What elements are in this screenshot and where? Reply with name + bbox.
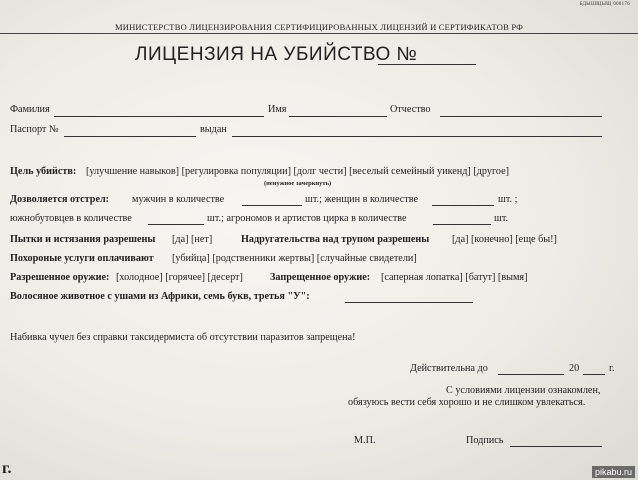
allowed-weapons-options[interactable]: [холодное] [горячее] [десерт] [116, 272, 243, 283]
valid-year-field[interactable] [583, 374, 605, 375]
patronymic-label: Отчество [390, 104, 431, 115]
goal-options[interactable]: [улучшение навыков] [регулировка популяции] [долг чести] [веселый семейный уикенд] [другое] [86, 166, 510, 177]
issued-label: выдан [200, 124, 227, 135]
agreement-line-2: обязуюсь вести себя хорошо и не слишком увлекаться. [348, 397, 586, 408]
taxidermy-notice: Набивка чучел без справки таксидермиста об отсутствии паразитов запрещена! [10, 332, 356, 343]
passport-label: Паспорт № [10, 124, 59, 135]
valid-year-suffix: г. [609, 363, 615, 374]
torture-label: Пытки и истязания разрешены [10, 234, 156, 245]
license-title: ЛИЦЕНЗИЯ НА УБИЙСТВО № [135, 44, 418, 65]
funeral-options[interactable]: [убийца] [родственники жертвы] [случайные свидетели] [172, 253, 417, 264]
ministry-heading: МИНИСТЕРСТВО ЛИЦЕНЗИРОВАНИЯ СЕРТИФИЦИРОВАННЫХ ЛИЦЕНЗИЙ И СЕРТИФИКАТОВ РФ [114, 22, 524, 32]
agronomists-count-label: шт.; агрономов и артистов цирка в количестве [207, 213, 407, 224]
corpse-abuse-label: Надругательства над трупом разрешены [241, 234, 430, 245]
torture-options[interactable]: [да] [нет] [172, 234, 213, 245]
butovo-count-label: южнобутовцев в количестве [10, 213, 132, 224]
name-field[interactable] [289, 116, 387, 117]
women-count-field[interactable] [432, 205, 494, 206]
passport-field[interactable] [64, 136, 196, 137]
signature-field[interactable] [510, 446, 602, 447]
patronymic-field[interactable] [440, 116, 602, 117]
riddle-answer-field[interactable] [345, 302, 473, 303]
shooting-label: Дозволяется отстрел: [10, 194, 110, 205]
valid-until-label: Действительна до [410, 363, 488, 374]
funeral-label: Похороные услуги оплачивают [10, 253, 154, 264]
surname-label: Фамилия [10, 104, 50, 115]
corpse-abuse-options[interactable]: [да] [конечно] [еще бы!] [452, 234, 557, 245]
watermark: pikabu.ru [592, 466, 635, 478]
strike-out-note: (ненужное зачеркнуть) [264, 180, 332, 187]
surname-field[interactable] [54, 116, 264, 117]
agronomists-count-field[interactable] [433, 224, 491, 225]
corner-mark: г. [2, 460, 12, 477]
license-number-field[interactable] [378, 64, 476, 65]
goal-label: Цель убийств: [10, 166, 77, 177]
serial-number: БДЫШЩЫЩ 000176 [579, 2, 630, 7]
men-count-field[interactable] [242, 205, 302, 206]
allowed-weapons-label: Разрешенное оружие: [10, 272, 110, 283]
butovo-count-field[interactable] [148, 224, 204, 225]
units-label-2: шт. [494, 213, 509, 224]
men-count-label: мужчин в количестве [132, 194, 225, 205]
signature-label: Подпись [466, 435, 504, 446]
seal-placeholder: М.П. [354, 435, 376, 446]
women-count-label: шт.; женщин в количестве [305, 194, 419, 205]
forbidden-weapons-options[interactable]: [саперная лопатка] [батут] [вымя] [381, 272, 528, 283]
header-divider [0, 33, 638, 34]
valid-year-prefix: 20 [569, 363, 580, 374]
units-label: шт. ; [498, 194, 518, 205]
name-label: Имя [268, 104, 287, 115]
forbidden-weapons-label: Запрещенное оружие: [270, 272, 371, 283]
riddle-label: Волосяное животное с ушами из Африки, семь букв, третья "У": [10, 291, 310, 302]
valid-until-date-field[interactable] [498, 374, 564, 375]
issued-field[interactable] [232, 136, 602, 137]
agreement-line-1: С условиями лицензии ознакомлен, [446, 385, 601, 396]
